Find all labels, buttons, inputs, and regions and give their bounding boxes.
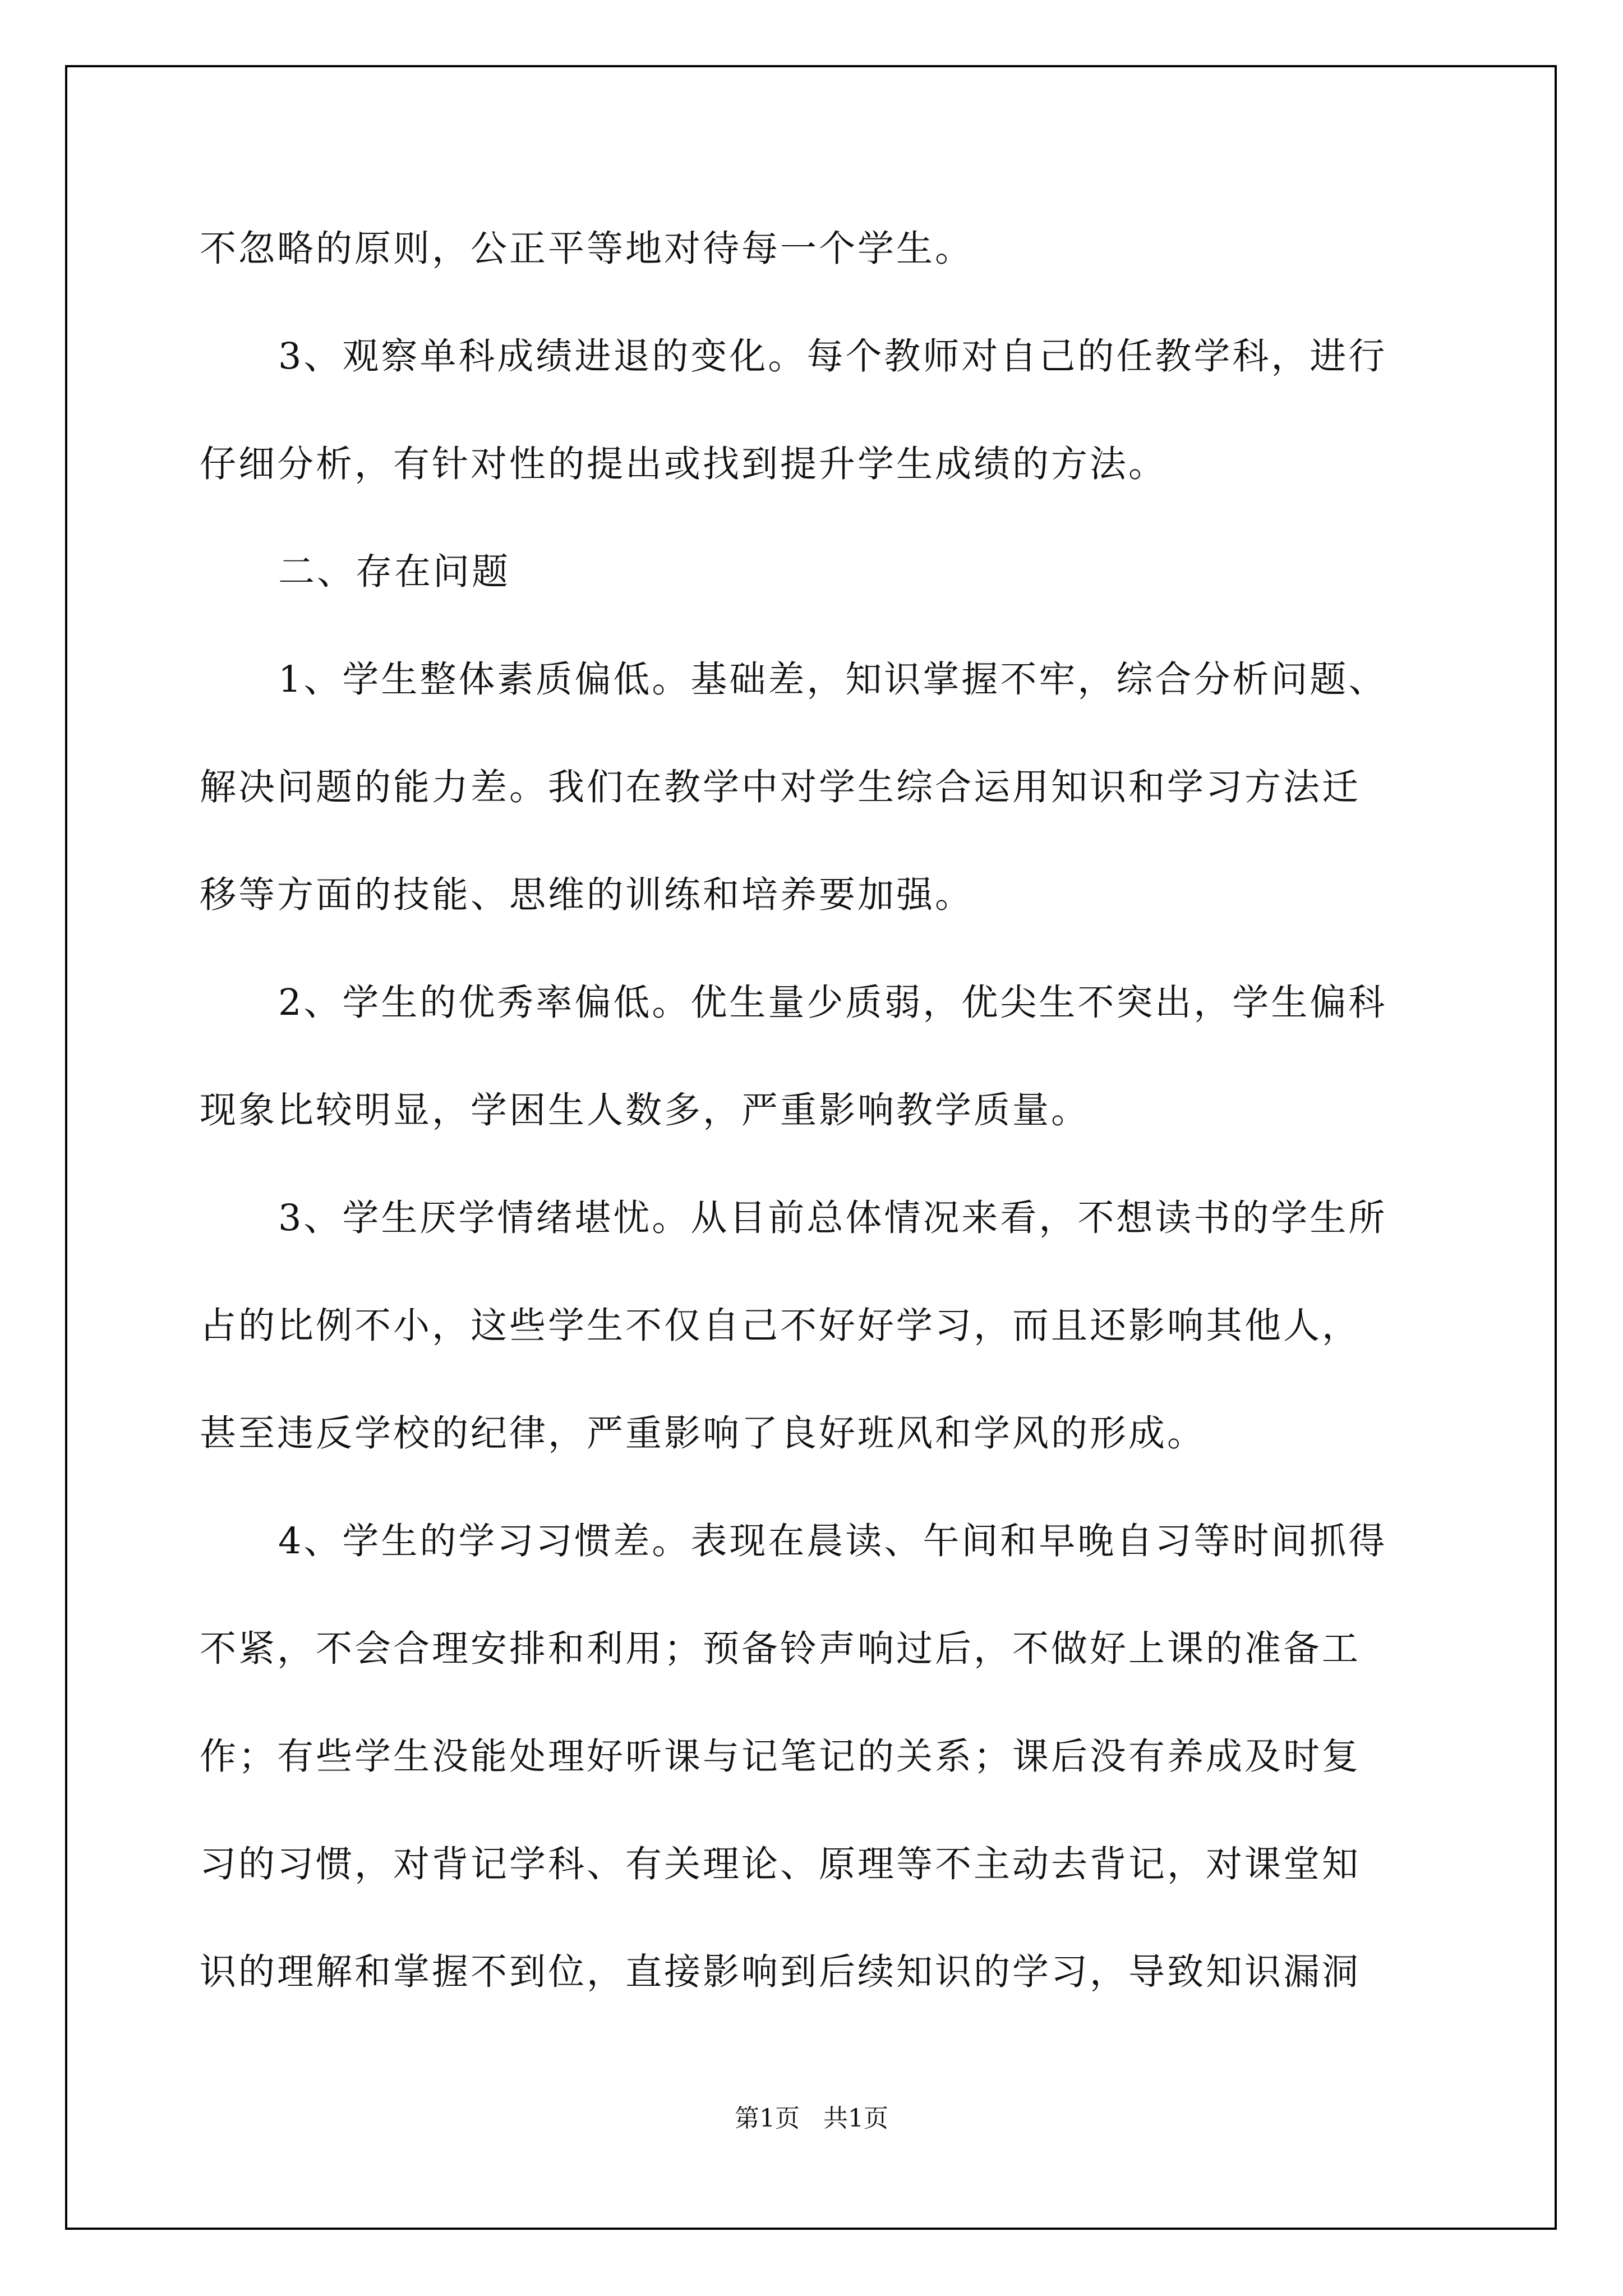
text-line: 不紧，不会合理安排和利用；预备铃声响过后，不做好上课的准备工 <box>200 1628 1361 1670</box>
text-line: 解决问题的能力差。我们在教学中对学生综合运用知识和学习方法迁 <box>200 766 1361 808</box>
text-line: 3、观察单科成绩进退的变化。每个教师对自己的任教学科，进行 <box>278 335 1387 378</box>
text-line: 作；有些学生没能处理好听课与记笔记的关系；课后没有养成及时复 <box>200 1736 1361 1778</box>
text-line: 1、学生整体素质偏低。基础差，知识掌握不牢，综合分析问题、 <box>278 659 1387 701</box>
text-line: 不忽略的原则，公正平等地对待每一个学生。 <box>200 228 974 270</box>
text-line: 2、学生的优秀率偏低。优生量少质弱，优尖生不突出，学生偏科 <box>278 982 1387 1024</box>
text-line: 习的习惯，对背记学科、有关理论、原理等不主动去背记，对课堂知 <box>200 1843 1361 1885</box>
text-line: 仔细分析，有针对性的提出或找到提升学生成绩的方法。 <box>200 443 1168 485</box>
text-line: 现象比较明显，学困生人数多，严重影响教学质量。 <box>200 1089 1090 1131</box>
text-line: 4、学生的学习习惯差。表现在晨读、午间和早晚自习等时间抓得 <box>278 1520 1387 1562</box>
document-body <box>200 195 1428 2026</box>
text-line: 3、学生厌学情绪堪忧。从目前总体情况来看，不想读书的学生所 <box>278 1197 1387 1239</box>
page-number-footer: 第1页 共1页 <box>735 2104 888 2133</box>
text-line: 识的理解和掌握不到位，直接影响到后续知识的学习，导致知识漏洞 <box>200 1951 1361 1993</box>
text-line: 甚至违反学校的纪律，严重影响了良好班风和学风的形成。 <box>200 1412 1206 1455</box>
section-heading: 二、存在问题 <box>278 551 511 593</box>
text-line: 移等方面的技能、思维的训练和培养要加强。 <box>200 874 974 916</box>
text-line: 占的比例不小，这些学生不仅自己不好好学习，而且还影响其他人， <box>200 1305 1361 1347</box>
